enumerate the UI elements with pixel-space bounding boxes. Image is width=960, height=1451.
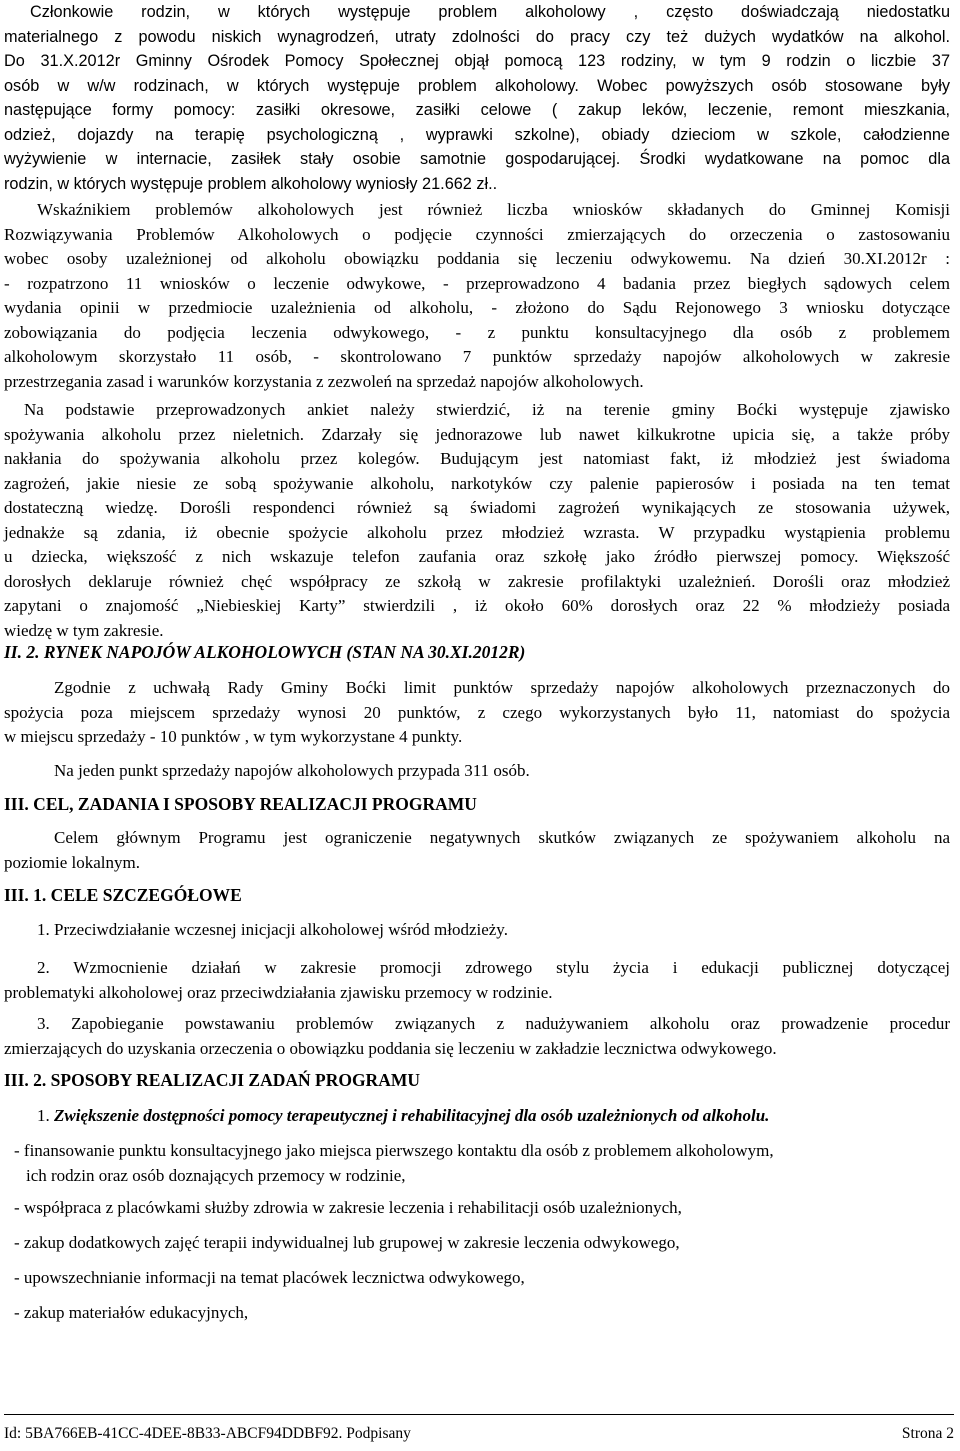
text-line: zmierzających do uzyskania orzeczenia o obowiązku poddania się leczeniu w zakładzie lecznictwa odwykowego.: [4, 1038, 777, 1058]
text-line: Członkowie rodzin, w których występuje problem alkoholowy , często doświadczają niedostatku: [30, 3, 950, 21]
paragraph-sales-limits: [4, 676, 950, 750]
text-line: - finansowanie punktu konsultacyjnego jako miejsca pierwszego kontaktu dla osób z problemem alkoholowym,: [14, 1141, 774, 1160]
goal-item-2: [4, 956, 950, 1005]
text-line: w miejscu sprzedaży - 10 punktów , w tym wykorzystane 4 punkty.: [4, 727, 463, 746]
text-line: spożycia poza miejscem sprzedaży wynosi 20 punktów, z czego wykorzystanych było 11, natomiast do spożycia: [4, 702, 950, 722]
goal-item-1: 1. Przeciwdziałanie wczesnej inicjacji alkoholowej wśród młodzieży.: [37, 920, 508, 939]
list-item: - zakup dodatkowych zajęć terapii indywidualnej lub grupowej w zakresie leczenia odwykowego,: [14, 1233, 680, 1252]
list-item: - upowszechnianie informacji na temat placówek lecznictwa odwykowego,: [14, 1268, 525, 1287]
text-line: zagrożeń, jakie niesie ze sobą spożywanie alkoholu, narkotyków czy palenie papierosów i posiada na ten temat: [4, 473, 950, 493]
heading-implementation-methods: III. 2. SPOSOBY REALIZACJI ZADAŃ PROGRAMU: [4, 1070, 420, 1090]
list-item: - współpraca z placówkami służby zdrowia w zakresie leczenia i rehabilitacji osób uzależnionych,: [14, 1198, 682, 1217]
text-line: poziomie lokalnym.: [4, 852, 140, 872]
text-line: materialnego z powodu niskich wynagrodzeń, utraty zdolności do pracy czy też dużych wydatków na alkohol.: [4, 27, 950, 46]
heading-alcohol-market: II. 2. RYNEK NAPOJÓW ALKOHOLOWYCH (STAN NA 30.XI.2012R): [4, 642, 526, 662]
text-line: 2. Wzmocnienie działań w zakresie promocji zdrowego stylu życia i edukacji publicznej dotyczącej: [37, 958, 950, 977]
text-line: wydania opinii w przedmiocie uzależnienia od alkoholu, - złożono do Sądu Rejonowego 3 wniosku dotyczące: [4, 298, 950, 317]
text-line: rodzin, w których występuje problem alkoholowy wyniosły 21.662 zł..: [4, 174, 498, 193]
task-number: 1.: [37, 1106, 50, 1125]
paragraph-persons-per-point: Na jeden punkt sprzedaży napojów alkoholowych przypada 311 osób.: [54, 761, 530, 780]
text-line: zobowiązania do podjęcia leczenia odwykowego, - z punktu konsultacyjnego dla osób z problemem: [4, 322, 950, 342]
task-title: Zwiększenie dostępności pomocy terapeutycznej i rehabilitacyjnej dla osób uzależnionych od alkoholu.: [54, 1106, 770, 1125]
text-line: jednakże są zdania, iż obecnie spożycie alkoholu przez młodzież wzrasta. W przypadku wystąpienia problemu: [4, 522, 950, 542]
text-line: Do 31.X.2012r Gminny Ośrodek Pomocy Społecznej objął pomocą 123 rodziny, w tym 9 rodzin o liczbie 37: [4, 52, 950, 70]
footer-page-number: Strona 2: [901, 1425, 954, 1442]
text-line: Rozwiązywania Problemów Alkoholowych o podjęcie czynności zmierzających do orzeczenia o zastosowaniu: [4, 224, 950, 244]
paragraph-main-goal: [4, 826, 950, 875]
paragraph-family-help: [4, 0, 950, 196]
text-line: ich rodzin oraz osób doznających przemocy w rodzinie,: [26, 1165, 406, 1185]
text-line: osób w w/w rodzinach, w których występuje problem alkoholowy. Wobec powyższych osób stosowane były: [4, 76, 950, 95]
text-line: wobec osoby uzależnionej od alkoholu obowiązku poddania się leczeniu odwykowemu. Na dzień 30.XI.2012r :: [4, 249, 950, 268]
text-line: wiedzę w tym zakresie.: [4, 620, 164, 640]
text-line: przestrzegania zasad i warunków korzystania z zezwoleń na sprzedaż napojów alkoholowych.: [4, 371, 644, 391]
footer-document-id: Id: 5BA766EB-41CC-4DEE-8B33-ABCF94DDBF92. Podpisany: [4, 1425, 411, 1442]
heading-detailed-goals: III. 1. CELE SZCZEGÓŁOWE: [4, 885, 242, 905]
text-line: - rozpatrzono 11 wniosków o leczenie odwykowe, - przeprowadzono 4 badania przez biegłych sądowych celem: [4, 273, 950, 293]
text-line: spożywania alkoholu przez nieletnich. Zdarzały się jednorazowe lub nawet kilkukrotne upicia się, a także próby: [4, 424, 950, 444]
text-line: 3. Zapobieganie powstawaniu problemów związanych z nadużywaniem alkoholu oraz prowadzenie procedur: [37, 1014, 950, 1033]
task-item-1: [37, 1104, 769, 1129]
paragraph-commission-indicators: [4, 198, 950, 394]
text-line: dostateczną wiedzę. Dorośli respondenci również są świadomi zagrożeń wynikających ze stosowania używek,: [4, 498, 950, 517]
goal-item-3: [4, 1012, 950, 1061]
text-line: nakłania do spożywania alkoholu przez kolegów. Budującym jest natomiast fakt, iż młodzież jest świadoma: [4, 449, 950, 468]
text-line: problematyki alkoholowej oraz przeciwdziałania zjawisku przemocy w rodzinie.: [4, 982, 553, 1002]
list-item: [14, 1139, 950, 1188]
text-line: u dziecka, większość z nich wskazuje telefon zaufania oraz szkołę jako źródło pierwszej pomocy. Większość: [4, 547, 950, 566]
text-line: Celem głównym Programu jest ograniczenie negatywnych skutków związanych ze spożywaniem alkoholu na: [54, 828, 950, 847]
footer-divider: [4, 1414, 954, 1415]
text-line: odzież, dojazdy na terapię psychologiczną , wyprawki szkolne), obiady dzieciom w szkole, całodzienne: [4, 125, 950, 144]
text-line: Zgodnie z uchwałą Rady Gminy Boćki limit punktów sprzedaży napojów alkoholowych przeznaczonych do: [54, 678, 950, 697]
text-line: dorosłych deklaruje również chęć współpracy ze szkołą w zakresie profilaktyki uzależnień. Dorośli oraz młodzież: [4, 571, 950, 591]
text-line: alkoholowym skorzystało 11 osób, - skontrolowano 7 punktów sprzedaży napojów alkoholowych w zakresie: [4, 347, 950, 366]
paragraph-survey-results: [4, 398, 950, 643]
heading-goal-tasks: III. CEL, ZADANIA I SPOSOBY REALIZACJI PROGRAMU: [4, 794, 477, 814]
text-line: Wskaźnikiem problemów alkoholowych jest również liczba wniosków składanych do Gminnej Komisji: [37, 200, 950, 219]
text-line: wyżywienie w internacie, zasiłek stały osobie samotnie gospodarującej. Środki wydatkowane na pomoc dla: [4, 150, 950, 168]
text-line: Na podstawie przeprowadzonych ankiet należy stwierdzić, iż na terenie gminy Boćki występuje zjawisko: [24, 400, 950, 419]
text-line: następujące formy pomocy: zasiłki okresowe, zasiłki celowe ( zakup leków, leczenie, remont mieszkania,: [4, 101, 950, 119]
text-line: zapytani o znajomość „Niebieskiej Karty” stwierdzili , iż około 60% dorosłych oraz 22 % młodzieży posiada: [4, 596, 950, 615]
list-item: - zakup materiałów edukacyjnych,: [14, 1303, 249, 1322]
